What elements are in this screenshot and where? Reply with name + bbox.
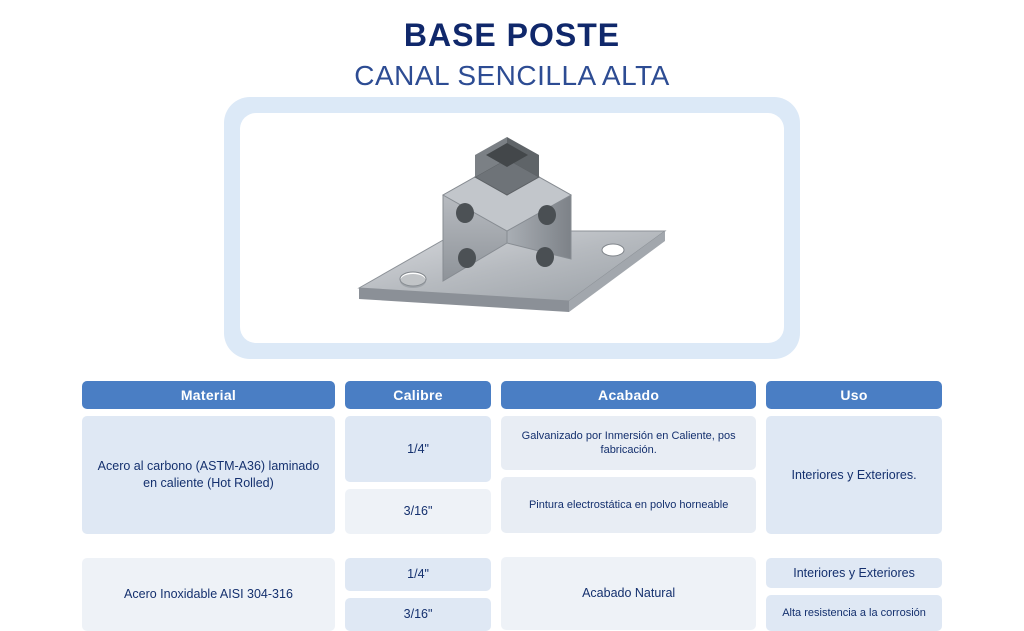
specifications-table <box>82 381 942 631</box>
column-header-uso: Uso <box>766 381 942 409</box>
column-header-acabado: Acabado <box>501 381 756 409</box>
table-cell-calibre-2: 3/16" <box>345 489 491 534</box>
page-title: BASE POSTE <box>403 17 621 53</box>
column-header-calibre: Calibre <box>345 381 491 409</box>
product-image-area <box>240 113 784 343</box>
column-acabado <box>501 381 756 630</box>
page-subtitle: CANAL SENCILLA ALTA <box>354 60 670 92</box>
table-cell-calibre-1: 1/4" <box>345 416 491 482</box>
table-cell-material-1: Acero al carbono (ASTM-A36) laminado en caliente (Hot Rolled) <box>82 416 335 534</box>
column-uso <box>766 381 942 631</box>
table-cell-acabado-1: Galvanizado por Inmersión en Caliente, pos fabricación. <box>501 416 756 470</box>
column-calibre <box>345 381 491 631</box>
table-cell-acabado-3: Acabado Natural <box>501 557 756 630</box>
table-cell-material-2: Acero Inoxidable AISI 304-316 <box>82 558 335 631</box>
page-header <box>0 18 1024 93</box>
table-cell-calibre-4: 3/16" <box>345 598 491 631</box>
table-cell-uso-3: Alta resistencia a la corrosión <box>766 595 942 631</box>
product-image-frame <box>224 97 800 359</box>
table-cell-acabado-2: Pintura electrostática en polvo horneable <box>501 477 756 533</box>
table-cell-uso-2: Interiores y Exteriores <box>766 558 942 588</box>
column-material <box>82 381 335 631</box>
column-header-material: Material <box>82 381 335 409</box>
product-illustration-icon <box>347 123 677 333</box>
table-cell-calibre-3: 1/4" <box>345 558 491 591</box>
table-cell-uso-1: Interiores y Exteriores. <box>766 416 942 534</box>
